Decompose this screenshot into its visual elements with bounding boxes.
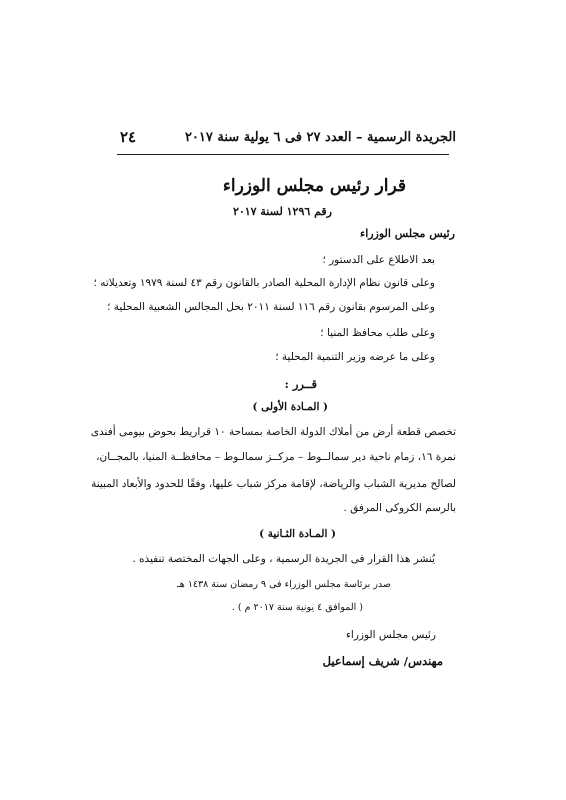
article-1-line: نمرة ١٦، زمام ناحية دير سمالــوط – مركــز سمالـوط – محافظــة المنيا، بالمجــان، xyxy=(96,451,456,463)
article-1-heading: ( المـادة الأولى ) xyxy=(252,401,328,413)
preamble-line: وعلى طلب محافظ المنيا ؛ xyxy=(320,327,435,339)
running-header-title: الجريدة الرسمية – العدد ٢٧ فى ٦ يولية سنة ٢٠١٧ xyxy=(184,130,456,145)
header-divider xyxy=(117,154,449,155)
article-1-line: لصالح مديرية الشباب والرياضة، لإقامة مركز شباب عليها، وفقًا للحدود والأبعاد المبينة xyxy=(91,478,456,490)
article-1-line: بالرسم الكروكى المرفق . xyxy=(343,502,456,514)
page-number: ٢٤ xyxy=(120,128,137,146)
decree-number: رقم ١٢٩٦ لسنة ٢٠١٧ xyxy=(232,205,332,218)
preamble-line: وعلى ما عرضه وزير التنمية المحلية ؛ xyxy=(275,351,435,363)
decided-heading: قــرر : xyxy=(284,377,317,391)
article-2-heading: ( المـادة الثـانية ) xyxy=(259,528,336,540)
preamble-line: وعلى المرسوم بقانون رقم ١١٦ لسنة ٢٠١١ بحل المجالس الشعبية المحلية ؛ xyxy=(107,301,435,313)
preamble-line: وعلى قانون نظام الإدارة المحلية الصادر بالقانون رقم ٤٣ لسنة ١٩٧٩ وتعديلاته ؛ xyxy=(93,277,435,289)
corresponding-date: ( الموافق ٤ يونية سنة ٢٠١٧ م ) . xyxy=(231,602,363,613)
signature-title: رئيس مجلس الوزراء xyxy=(345,629,436,641)
signature-name: مهندس/ شريف إسماعيل xyxy=(322,654,443,668)
issued-date: صدر برئاسة مجلس الوزراء فى ٩ رمضان سنة ١٤٣٨ هـ xyxy=(176,579,391,590)
article-2-text: يُنشر هذا القرار فى الجريدة الرسمية ، وعلى الجهات المختصة تنفيذه . xyxy=(132,553,435,565)
decree-issuer: رئيس مجلس الوزراء xyxy=(360,227,455,240)
preamble-line: بعد الاطلاع على الدستور ؛ xyxy=(322,254,435,266)
article-1-line: تخصص قطعة أرض من أملاك الدولة الخاصة بمساحة ١٠ قراريط بحوض بيومى أفندى xyxy=(90,426,456,438)
decree-title: قرار رئيس مجلس الوزراء xyxy=(222,176,406,196)
